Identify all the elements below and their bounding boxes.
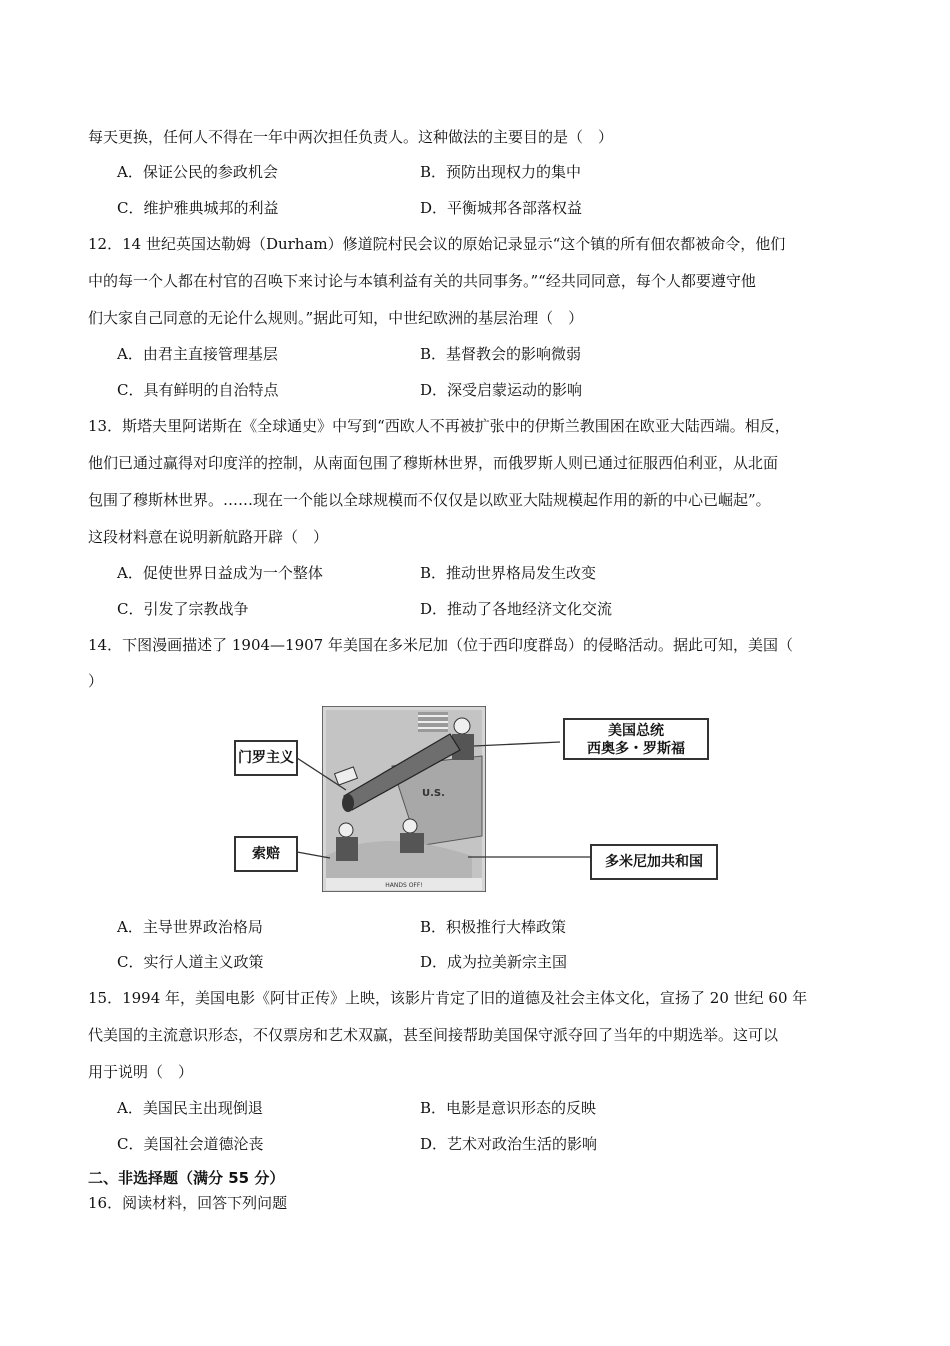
q15-option-c[interactable]: C．美国社会道德沦丧 [117, 1135, 264, 1153]
callout-president-line-1: 美国总统 [608, 723, 664, 739]
q15-option-b[interactable]: B．电影是意识形态的反映 [420, 1099, 597, 1117]
callout-us-president [563, 718, 709, 760]
q11-option-d[interactable]: D．平衡城邦各部落权益 [420, 199, 583, 217]
callout-monroe-doctrine [234, 740, 298, 776]
q14-option-d[interactable]: D．成为拉美新宗主国 [420, 953, 568, 971]
q14-stem-line-2: ） [88, 672, 104, 690]
callout-dominican-text: 多米尼加共和国 [605, 854, 703, 870]
q14-option-b[interactable]: B．积极推行大棒政策 [420, 918, 567, 936]
callout-monroe-text: 门罗主义 [238, 750, 294, 766]
cartoon-caption: HANDS OFF! [385, 882, 423, 889]
q12-stem-line-3: 们大家自己同意的无论什么规则。”据此可知，中世纪欧洲的基层治理（ ） [88, 309, 584, 327]
q13-stem-line-4: 这段材料意在说明新航路开辟（ ） [88, 528, 329, 546]
section-heading-non-choice: 二、非选择题（满分 55 分） [88, 1169, 285, 1187]
political-cartoon-image [322, 706, 486, 892]
callout-claims-text: 索赔 [252, 846, 280, 862]
q15-option-a[interactable]: A．美国民主出现倒退 [117, 1099, 263, 1117]
q15-stem-line-2: 代美国的主流意识形态，不仅票房和艺术双赢，甚至间接帮助美国保守派夺回了当年的中期选举。这可以 [88, 1026, 779, 1044]
q11-option-a[interactable]: A．保证公民的参政机会 [117, 163, 278, 181]
q11-option-b[interactable]: B．预防出现权力的集中 [420, 163, 582, 181]
q12-option-b[interactable]: B．基督教会的影响微弱 [420, 345, 582, 363]
q12-stem-line-2: 中的每一个人都在村官的召唤下来讨论与本镇利益有关的共同事务。”“经共同同意，每个人都要遵守他 [88, 272, 756, 290]
q14-option-c[interactable]: C．实行人道主义政策 [117, 953, 264, 971]
q15-option-d[interactable]: D．艺术对政治生活的影响 [420, 1135, 598, 1153]
q16-stem: 16．阅读材料，回答下列问题 [88, 1194, 288, 1212]
callout-claims [234, 836, 298, 872]
q12-option-a[interactable]: A．由君主直接管理基层 [117, 345, 278, 363]
q12-option-c[interactable]: C．具有鲜明的自治特点 [117, 381, 279, 399]
q14-stem-line-1: 14．下图漫画描述了 1904—1907 年美国在多米尼加（位于西印度群岛）的侵略活动。据此可知，美国（ [88, 636, 793, 654]
q13-stem-line-1: 13．斯塔夫里阿诺斯在《全球通史》中写到“西欧人不再被扩张中的伊斯兰教围困在欧亚大陆西端。相反， [88, 417, 790, 435]
q15-stem-line-3: 用于说明（ ） [88, 1063, 194, 1081]
q13-stem-line-2: 他们已通过赢得对印度洋的控制，从南面包围了穆斯林世界，而俄罗斯人则已通过征服西伯利亚，从北面 [88, 454, 779, 472]
q13-option-b[interactable]: B．推动世界格局发生改变 [420, 564, 597, 582]
q12-option-d[interactable]: D．深受启蒙运动的影响 [420, 381, 583, 399]
callout-president-line-2: 西奥多・罗斯福 [587, 741, 685, 757]
q13-option-d[interactable]: D．推动了各地经济文化交流 [420, 600, 613, 618]
q13-option-c[interactable]: C．引发了宗教战争 [117, 600, 249, 618]
q11-stem-continued: 每天更换，任何人不得在一年中两次担任负责人。这种做法的主要目的是（ ） [88, 128, 614, 146]
q15-stem-line-1: 15．1994 年，美国电影《阿甘正传》上映，该影片肯定了旧的道德及社会主体文化，宣扬了 20 世纪 60 年 [88, 989, 808, 1007]
callout-dominican-republic [590, 844, 718, 880]
q13-stem-line-3: 包围了穆斯林世界。……现在一个能以全球规模而不仅仅是以欧亚大陆规模起作用的新的中心已崛起”。 [88, 491, 771, 509]
q14-option-a[interactable]: A．主导世界政治格局 [117, 918, 263, 936]
ship-label: U.S. [422, 788, 445, 799]
q12-stem-line-1: 12．14 世纪英国达勒姆（Durham）修道院村民会议的原始记录显示“这个镇的所有佃农都被命令，他们 [88, 235, 786, 253]
q11-option-c[interactable]: C．维护雅典城邦的利益 [117, 199, 279, 217]
q13-option-a[interactable]: A．促使世界日益成为一个整体 [117, 564, 323, 582]
